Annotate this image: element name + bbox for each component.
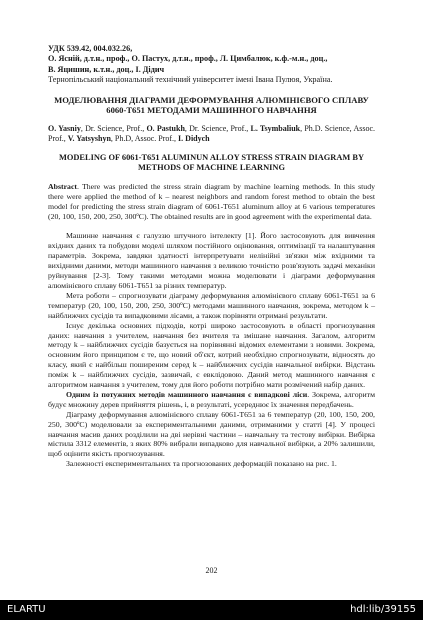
- page-number: 202: [205, 566, 218, 575]
- author-name: I. Didych: [178, 134, 210, 144]
- author-name: O. Pastukh: [146, 123, 185, 133]
- paragraph-1: Машинне навчання є галуззю штучного інтелекту [1]. Його застосовують для вивчення вхідних даних та побудови моделі шляхом постійного оцінювання, оптимізації та налаштування параметрів. Зокрема, завдяки здатності інтерпретувати нелінійні зв'язки між вхідними та вихідними даними, методи машинного навчання з великою точністю розв'язують задачі механіки руйнування [2-3]. Тому такими методами можна моделювати і діаграми деформування алюмінієвого сплаву 6061-Т651 за різних температур.: [48, 231, 375, 290]
- author-degree: , Ph.D. Science, Assoc. Prof.,: [48, 123, 376, 144]
- affiliation: Тернопільський національний технічний університет імені Івана Пулюя, Україна.: [48, 75, 333, 85]
- author-name: L. Tsymbaliuk: [250, 123, 301, 133]
- author-degree: , Ph.D, Assoc. Prof.,: [110, 134, 179, 144]
- paragraph-4: [48, 390, 375, 410]
- abstract: [48, 182, 375, 222]
- title-ukrainian: МОДЕЛЮВАННЯ ДІАГРАМИ ДЕФОРМУВАННЯ АЛЮМІНІЄВОГО СПЛАВУ 6060-Т651 МЕТОДАМИ МАШИННОГО НАВЧАННЯ: [54, 94, 369, 116]
- article-body: [48, 44, 375, 469]
- footer-handle-link[interactable]: hdl:lib/39155: [350, 604, 416, 615]
- author-degree: , Dr. Science, Prof.,: [184, 123, 251, 133]
- paragraph-2: Мета роботи – спрогнозувати діаграму деформування алюмінієвого сплаву 6061-Т651 за 6 температур (20, 100, 150, 200, 250, 300ºС) методами машинного навчання, зокрема, методом k – найближчих сусідів та випадковими лісами, а також порівняти отримані результати.: [48, 290, 375, 320]
- authors-uk-line2: В. Яцишин, к.т.н., доц., І. Дідич: [48, 64, 165, 74]
- footer-repository-label: ELARTU: [7, 604, 46, 615]
- author-degree: , Dr. Science, Prof.,: [80, 123, 147, 133]
- paragraph-5: Діаграму деформування алюмінієвого сплаву 6061-Т651 за 6 температур (20, 100, 150, 200, 250, 300ºС) моделювали за експериментальними даними, отриманими у статті [4]. У процесі навчання масив даних розділили на дві нерівні частини – навчальну та тестову вибірки. Вибірка містила 3312 елементів, з яких 80% вибрали випадково для навчальної вибірки, а 20% залишили, щоб оцінити якість прогнозування.: [48, 409, 375, 459]
- authors-english: [48, 124, 375, 145]
- author-name: V. Yatsyshyn: [67, 134, 111, 144]
- abstract-label: Abstract: [48, 181, 78, 191]
- author-name: O. Yasniy: [48, 123, 81, 133]
- title-english-rest: BY METHODS OF MACHINE LEARNING: [138, 152, 365, 173]
- paragraph-3: Існує декілька основних підходів, котрі широко застосовують в області прогнозування даних: навчання з учителем, навчання без вчителя та змішане навчання. Загалом, алгоритм методу k – найближчих сусідів базується на порівнянні відомих елементами з новими. Зокрема, основним його принципом є те, що новий об'єкт, котрий необхідно спрогнозувати, відносять до класу, який є найбільш поширеним серед k – найближчих сусідів навчальної вибірки. Відстань поміж k – найближчих сусідів, зазвичай, є евклідовою. Даний метод машинного навчання є алгоритмом навчання з учителем, тому для його роботи потрібно мати розмічений набір даних.: [48, 320, 375, 390]
- paragraph-4-lead: Одним із потужних методів машинного навчання є випадкові ліси: [66, 389, 308, 399]
- udk-code: УДК 539.42, 004.032.26,: [48, 44, 133, 53]
- paragraph-4-rest: . Зокрема, алгоритм будує множину дерев прийняття рішень, і, в результаті, усереднює їх значення передбачень.: [48, 389, 375, 409]
- footer-bar: [0, 600, 423, 620]
- authors-uk-line1: О. Ясній, д.т.н., проф., О. Пастух, д.т.н., проф., Л. Цимбалюк, к.ф.-м.н., доц.,: [48, 54, 328, 64]
- abstract-text: . There was predicted the stress strain diagram by machine learning methods. In this study there were applied the method of k – nearest neighbors and random forest method to obtain the best model for predicting the stress strain diagram of 6061-T651 aluminum alloy at 6 various temperatures (20, 100, 150, 200, 250, 300ºC). The obtained results are in good agreement with the experimental data.: [48, 181, 375, 221]
- article-header: [48, 44, 375, 86]
- title-english: [48, 153, 375, 174]
- title-english-main: MODELING OF 6061-T651 ALUMINUN ALLOY STRESS STRAIN DIAGRAM: [58, 152, 351, 162]
- paragraph-6: Залежності експериментальних та прогнозованих деформацій показано на рис. 1.: [66, 459, 337, 469]
